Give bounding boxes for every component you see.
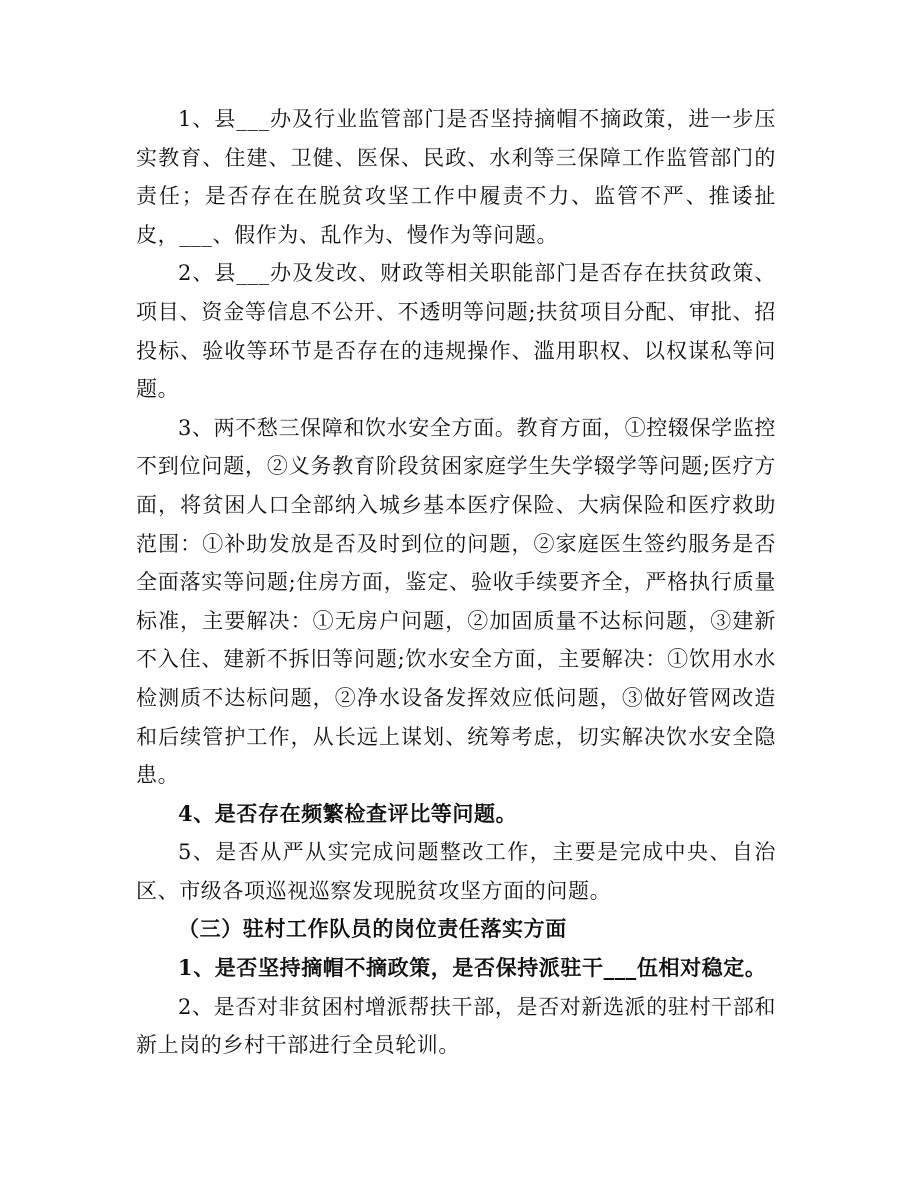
- paragraph-3: 3、两不愁三保障和饮水安全方面。教育方面，①控辍保学监控不到位问题，②义务教育阶段贫困家庭学生失学辍学等问题;医疗方面，将贫困人口全部纳入城乡基本医疗保险、大病保险和医疗救助范围：①补助发放是否及时到位的问题，②家庭医生签约服务是否全面落实等问题;住房方面，鉴定、验收手续要齐全，严格执行质量标准，主要解决：①无房户问题，②加固质量不达标问题，③建新不入住、建新不拆旧等问题;饮水安全方面，主要解决：①饮用水水检测质不达标问题，②净水设备发挥效应低问题，③做好管网改造和后续管护工作，从长远上谋划、统筹考虑，切实解决饮水安全隐患。: [136, 415, 776, 788]
- paragraph-2: 2、县___办及发改、财政等相关职能部门是否存在扶贫政策、项目、资金等信息不公开、不透明等问题;扶贫项目分配、审批、招投标、验收等环节是否存在的违规操作、滥用职权、以权谋私等问题。: [136, 261, 776, 402]
- paragraph-7: 2、是否对非贫困村增派帮扶干部，是否对新选派的驻村干部和新上岗的乡村干部进行全员轮训。: [136, 994, 776, 1058]
- paragraph-6: 1、是否坚持摘帽不摘政策，是否保持派驻干___伍相对稳定。: [178, 955, 767, 981]
- paragraph-4: 4、是否存在频繁检查评比等问题。: [178, 800, 518, 826]
- document-body: [136, 100, 776, 1065]
- paragraph-5: 5、是否从严从实完成问题整改工作，主要是完成中央、自治区、市级各项巡视巡察发现脱贫攻坚方面的问题。: [136, 840, 776, 903]
- section-heading-3: （三）驻村工作队员的岗位责任落实方面: [178, 916, 567, 942]
- paragraph-1: 1、县___办及行业监管部门是否坚持摘帽不摘政策，进一步压实教育、住建、卫健、医保、民政、水利等三保障工作监管部门的责任；是否存在在脱贫攻坚工作中履责不力、监管不严、推诿扯皮，___、假作为、乱作为、慢作为等问题。: [136, 107, 776, 247]
